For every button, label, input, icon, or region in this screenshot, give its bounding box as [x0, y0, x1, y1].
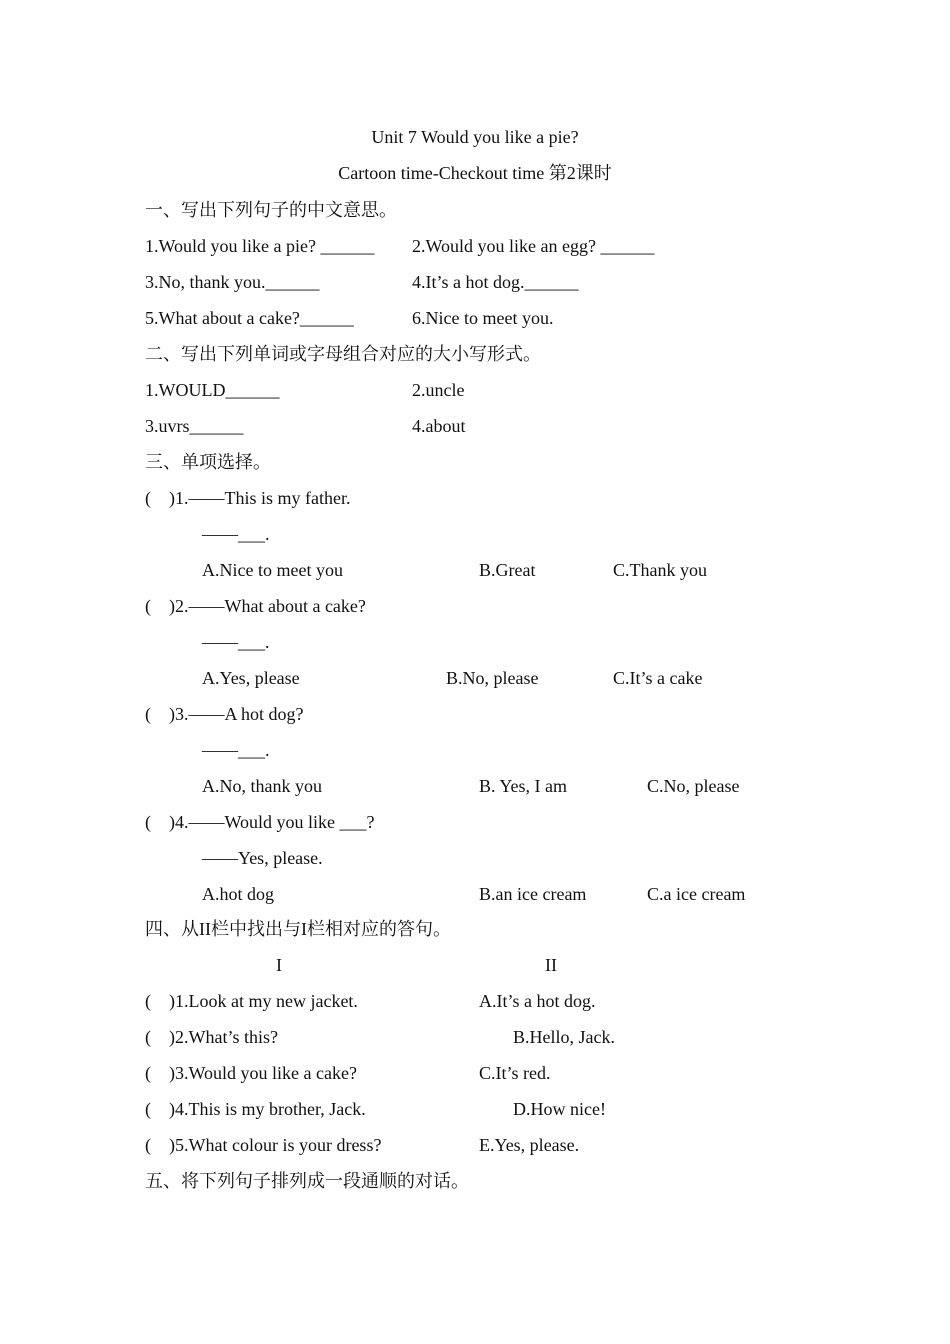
- question: ( )3.——A hot dog?: [145, 704, 304, 724]
- option: B. Yes, I am: [479, 776, 568, 796]
- question: ( )2.——What about a cake?: [145, 596, 366, 616]
- option: A.No, thank you: [202, 776, 322, 796]
- page-title: Unit 7 Would you like a pie?: [371, 127, 579, 147]
- match-right-item: C.It’s red.: [479, 1063, 551, 1083]
- section-5-heading: 五、将下列句子排列成一段通顺的对话。: [145, 1171, 469, 1191]
- sec1-item: 3.No, thank you.______: [145, 272, 320, 292]
- answer-blank: ——___.: [202, 524, 270, 544]
- sec2-item: 2.uncle: [412, 380, 465, 400]
- option: C.No, please: [647, 776, 740, 796]
- answer-blank: ——___.: [202, 740, 270, 760]
- match-left-item: ( )4.This is my brother, Jack.: [145, 1099, 366, 1119]
- match-right-item: B.Hello, Jack.: [513, 1027, 615, 1047]
- sec1-item: 5.What about a cake?______: [145, 308, 354, 328]
- column-header-ii: II: [545, 955, 557, 975]
- column-header-i: I: [276, 955, 282, 975]
- option: A.Nice to meet you: [202, 560, 343, 580]
- match-right-item: A.It’s a hot dog.: [479, 991, 596, 1011]
- section-3-heading: 三、单项选择。: [145, 452, 271, 472]
- sec1-item: 1.Would you like a pie? ______: [145, 236, 375, 256]
- match-right-item: E.Yes, please.: [479, 1135, 580, 1155]
- sec1-item: 6.Nice to meet you.: [412, 308, 554, 328]
- section-2-heading: 二、写出下列单词或字母组合对应的大小写形式。: [145, 344, 541, 364]
- answer-blank: ——Yes, please.: [202, 848, 323, 868]
- option: A.Yes, please: [202, 668, 300, 688]
- match-right-item: D.How nice!: [513, 1099, 606, 1119]
- option: C.a ice cream: [647, 884, 746, 904]
- sec2-item: 4.about: [412, 416, 466, 436]
- question: ( )1.——This is my father.: [145, 488, 351, 508]
- sec2-item: 3.uvrs______: [145, 416, 244, 436]
- option: C.It’s a cake: [613, 668, 703, 688]
- sec2-item: 1.WOULD______: [145, 380, 280, 400]
- option: B.Great: [479, 560, 536, 580]
- answer-blank: ——___.: [202, 632, 270, 652]
- sec1-item: 4.It’s a hot dog.______: [412, 272, 579, 292]
- match-left-item: ( )1.Look at my new jacket.: [145, 991, 358, 1011]
- match-left-item: ( )5.What colour is your dress?: [145, 1135, 382, 1155]
- option: B.No, please: [446, 668, 539, 688]
- section-1-heading: 一、写出下列句子的中文意思。: [145, 200, 397, 220]
- question: ( )4.——Would you like ___?: [145, 812, 375, 832]
- section-4-heading: 四、从II栏中找出与I栏相对应的答句。: [145, 919, 451, 939]
- option: A.hot dog: [202, 884, 274, 904]
- match-left-item: ( )3.Would you like a cake?: [145, 1063, 357, 1083]
- match-left-item: ( )2.What’s this?: [145, 1027, 278, 1047]
- sec1-item: 2.Would you like an egg? ______: [412, 236, 655, 256]
- option: C.Thank you: [613, 560, 707, 580]
- page-subtitle: Cartoon time-Checkout time 第2课时: [338, 163, 612, 183]
- option: B.an ice cream: [479, 884, 587, 904]
